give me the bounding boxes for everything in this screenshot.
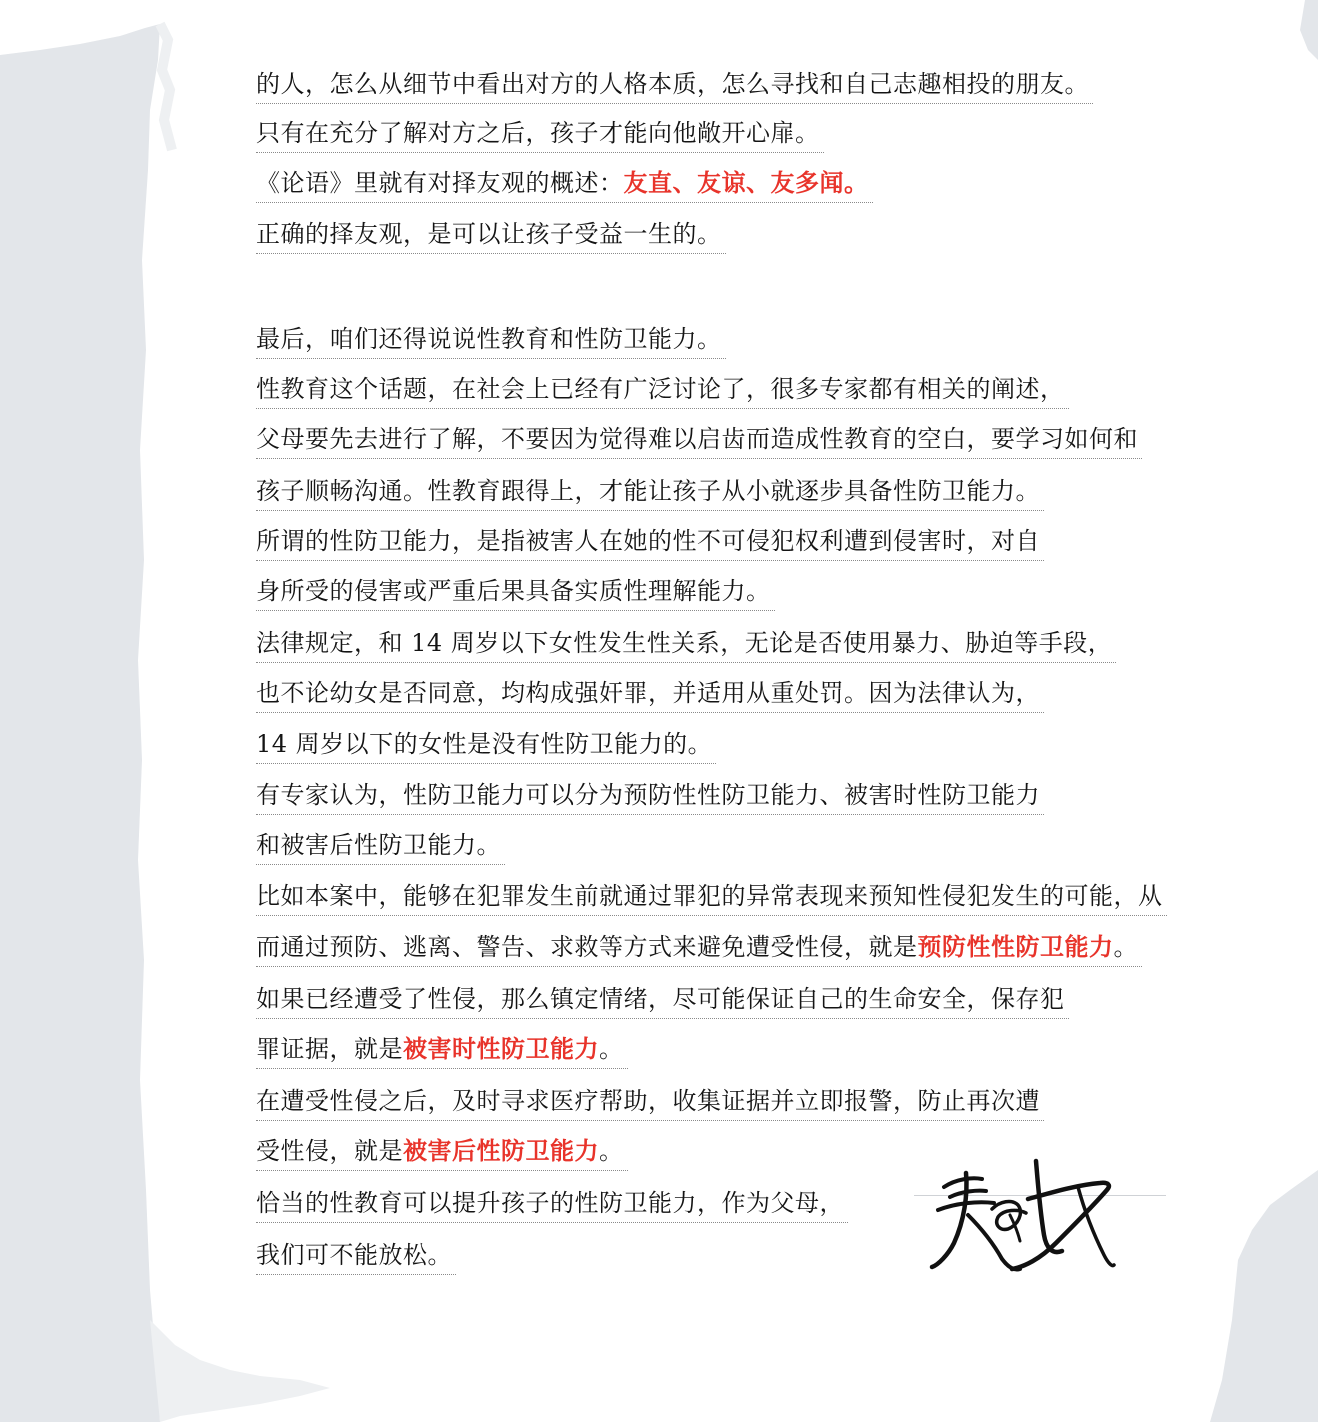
text-line: 法律规定，和 14 周岁以下女性发生性关系，无论是否使用暴力、胁迫等手段，	[256, 624, 1116, 663]
highlighted-phrase: 被害时性防卫能力	[403, 1034, 599, 1063]
highlighted-phrase: 预防性性防卫能力	[917, 932, 1114, 961]
text-line: 14 周岁以下的女性是没有性防卫能力的。	[256, 725, 716, 764]
text-line: 身所受的侵害或严重后果具备实质性理解能力。	[256, 572, 775, 611]
text-line: 正确的择友观，是可以让孩子受益一生的。	[256, 215, 726, 254]
text-line: 受性侵，就是被害后性防卫能力。	[256, 1132, 628, 1171]
handwritten-signature	[928, 1155, 1118, 1275]
highlighted-phrase: 被害后性防卫能力	[403, 1136, 599, 1165]
text-line: 在遭受性侵之后，及时寻求医疗帮助，收集证据并立即报警，防止再次遭	[256, 1082, 1044, 1121]
text-line: 我们可不能放松。	[256, 1236, 456, 1275]
text-line: 罪证据，就是被害时性防卫能力。	[256, 1030, 628, 1069]
text-line: 最后，咱们还得说说性教育和性防卫能力。	[256, 320, 726, 359]
text-line: 恰当的性教育可以提升孩子的性防卫能力，作为父母，	[256, 1184, 848, 1223]
text-line: 所谓的性防卫能力，是指被害人在她的性不可侵犯权利遭到侵害时，对自	[256, 522, 1044, 561]
text-line: 孩子顺畅沟通。性教育跟得上，才能让孩子从小就逐步具备性防卫能力。	[256, 472, 1044, 511]
text-line: 也不论幼女是否同意，均构成强奸罪，并适用从重处罚。因为法律认为，	[256, 674, 1044, 713]
text-line: 《论语》里就有对择友观的概述：友直、友谅、友多闻。	[256, 164, 873, 203]
text-line: 的人，怎么从细节中看出对方的人格本质，怎么寻找和自己志趣相投的朋友。	[256, 65, 1093, 104]
text-line: 有专家认为，性防卫能力可以分为预防性性防卫能力、被害时性防卫能力	[256, 776, 1044, 815]
text-line: 性教育这个话题，在社会上已经有广泛讨论了，很多专家都有相关的阐述，	[256, 370, 1069, 409]
text-line: 只有在充分了解对方之后，孩子才能向他敞开心扉。	[256, 114, 824, 153]
text-line: 和被害后性防卫能力。	[256, 826, 505, 865]
text-line: 而通过预防、逃离、警告、求救等方式来避免遭受性侵，就是预防性性防卫能力。	[256, 928, 1142, 967]
text-line: 比如本案中，能够在犯罪发生前就通过罪犯的异常表现来预知性侵犯发生的可能，从	[256, 877, 1167, 916]
text-line: 如果已经遭受了性侵，那么镇定情绪，尽可能保证自己的生命安全，保存犯	[256, 980, 1069, 1019]
text-line: 父母要先去进行了解，不要因为觉得难以启齿而造成性教育的空白，要学习如何和	[256, 420, 1142, 459]
highlighted-phrase: 友直、友谅、友多闻。	[623, 168, 869, 197]
